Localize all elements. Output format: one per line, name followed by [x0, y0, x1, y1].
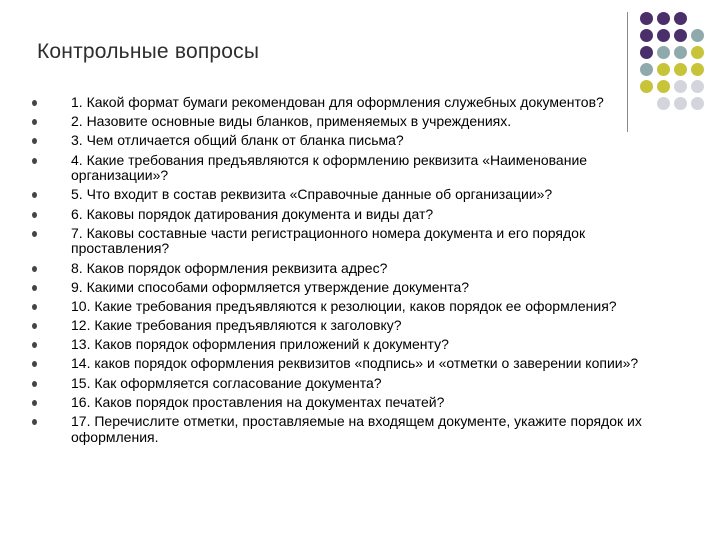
decor-dot-teal — [640, 63, 653, 76]
bullet-icon — [32, 381, 37, 387]
question-text: 14. каков порядок оформления реквизитов «подпись» и «отметки о заверении копии»? — [71, 355, 639, 372]
question-text: 1. Какой формат бумаги рекомендован для оформления служебных документов? — [71, 94, 604, 110]
decor-dot-gray — [691, 80, 704, 93]
question-item — [32, 95, 682, 111]
decor-dot-purple — [640, 46, 653, 59]
bullet-icon — [32, 342, 37, 348]
question-item — [32, 261, 682, 277]
question-item — [32, 395, 682, 411]
bullet-icon — [32, 100, 37, 106]
question-item — [32, 299, 682, 315]
question-item — [32, 133, 682, 149]
bullet-icon — [32, 266, 37, 272]
question-text: 6. Каковы порядок датирования документа и виды дат? — [71, 205, 434, 222]
decor-dot-gray — [674, 80, 687, 93]
decor-dot-purple — [674, 29, 687, 42]
decor-dot-olive — [640, 80, 653, 93]
question-text: 12. Какие требования предъявляются к заголовку? — [71, 317, 402, 334]
question-text: 4. Какие требования предъявляются к оформлению реквизита «Наименование организации»? — [71, 151, 588, 184]
question-text: 15. Как оформляется согласование документа? — [71, 374, 382, 391]
decor-dot-olive — [674, 63, 687, 76]
bullet-icon — [32, 419, 37, 425]
question-item — [32, 356, 682, 372]
question-text: 7. Каковы составные части регистрационного номера документа и его порядок проставления? — [71, 224, 586, 257]
question-text: 2. Назовите основные виды бланков, применяемых в учреждениях. — [71, 113, 512, 130]
decor-dot-teal — [674, 46, 687, 59]
bullet-icon — [32, 361, 37, 367]
bullet-icon — [32, 138, 37, 144]
question-item — [32, 318, 682, 334]
page-title: Контрольные вопросы — [37, 40, 260, 63]
question-text: 3. Чем отличается общий бланк от бланка письма? — [71, 132, 404, 149]
question-text: 5. Что входит в состав реквизита «Справочные данные об организации»? — [71, 186, 553, 203]
decor-dot-olive — [657, 80, 670, 93]
question-text: 13. Каков порядок оформления приложений к документу? — [71, 336, 449, 353]
decor-dot-teal — [657, 46, 670, 59]
question-item — [32, 280, 682, 296]
decor-dot-purple — [674, 12, 687, 25]
question-item — [32, 114, 682, 130]
question-item — [32, 207, 682, 223]
question-item — [32, 187, 682, 203]
decor-dot-olive — [657, 63, 670, 76]
bullet-icon — [32, 231, 37, 237]
question-text: 10. Какие требования предъявляются к резолюции, каков порядок ее оформления? — [71, 297, 617, 314]
decor-dot-purple — [640, 29, 653, 42]
decor-dot-gray — [691, 97, 704, 110]
bullet-icon — [32, 119, 37, 125]
bullet-icon — [32, 212, 37, 218]
decor-dot-purple — [657, 12, 670, 25]
question-text: 17. Перечислите отметки, проставляемые на входящем документе, укажите порядок их оформления. — [71, 413, 642, 445]
question-item — [32, 153, 682, 184]
question-text: 16. Каков порядок проставления на документах печатей? — [71, 393, 445, 410]
question-text: 8. Каков порядок оформления реквизита адрес? — [71, 259, 388, 276]
question-item — [32, 414, 682, 445]
bullet-icon — [32, 158, 37, 164]
bullet-icon — [32, 285, 37, 291]
decor-dot-teal — [691, 29, 704, 42]
question-item — [32, 376, 682, 392]
bullet-icon — [32, 323, 37, 329]
bullet-icon — [32, 400, 37, 406]
question-text: 9. Какими способами оформляется утверждение документа? — [71, 278, 470, 295]
bullet-icon — [32, 192, 37, 198]
decor-dot-olive — [691, 46, 704, 59]
decor-dot-purple — [657, 29, 670, 42]
decor-dot-purple — [640, 12, 653, 25]
question-item — [32, 226, 682, 257]
questions-list — [32, 95, 682, 449]
bullet-icon — [32, 304, 37, 310]
decor-dot-olive — [691, 63, 704, 76]
question-item — [32, 337, 682, 353]
